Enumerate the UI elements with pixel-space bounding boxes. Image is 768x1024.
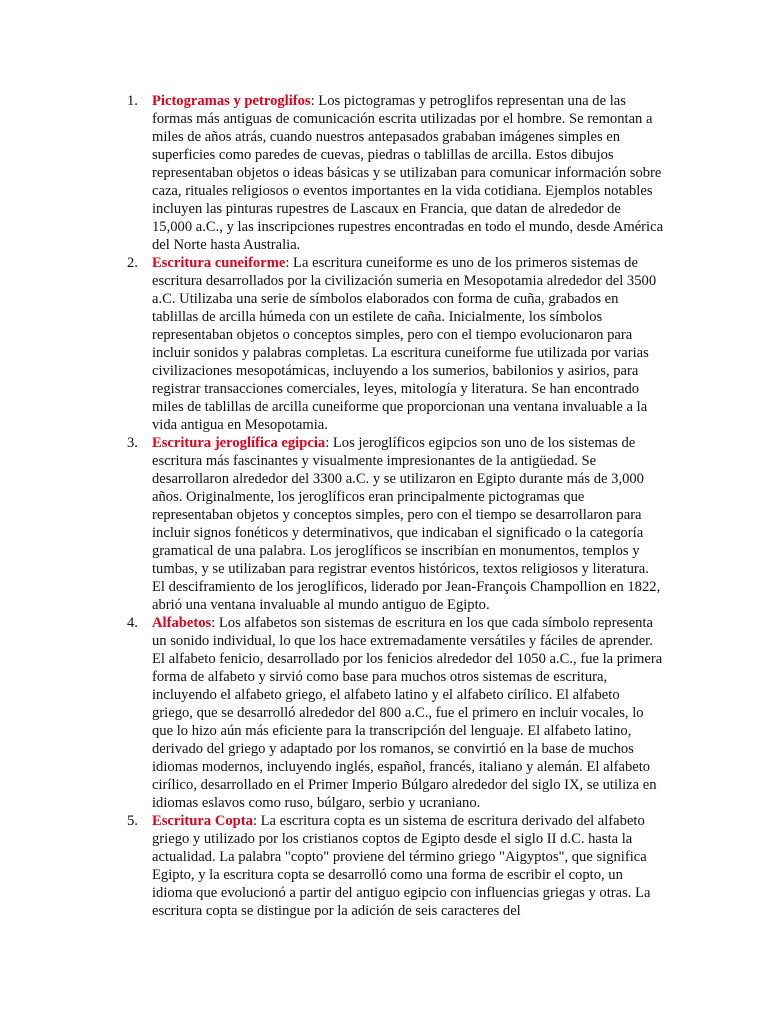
list-item-text: : La escritura copta es un sistema de escritura derivado del alfabeto griego y utilizado por los cristianos coptos de Egipto desde el siglo II d.C. hasta la actualidad. La palabra "copto" proviene del término griego "Aigyptos", que significa Egipto, y la escritura copta se desarrolló como una forma de escribir el copto, un idioma que evolucionó a partir del antiguo egipcio con influencias griegas y otras. La escritura copta se distingue por la adición de seis caracteres del — [152, 813, 651, 919]
list-item-number: 1. — [127, 93, 138, 109]
list-item-term: Pictogramas y petroglifos — [152, 93, 311, 109]
list-item-text: : Los jeroglíficos egipcios son uno de los sistemas de escritura más fascinantes y visualmente impresionantes de la antigüedad. Se desarrollaron alrededor del 3300 a.C. y se utilizaron en Egipto durante más de 3,000 años. Originalmente, los jeroglíficos eran principalmente pictogramas que representaban objetos y conceptos simples, pero con el tiempo se desarrollaron para incluir signos fonéticos y determinativos, que indicaban el significado o la categoría gramatical de una palabra. Los jeroglíficos se inscribían en monumentos, templos y tumbas, y se utilizaban para registrar eventos históricos, textos religiosos y literatura. El desciframiento de los jeroglíficos, liderado por Jean-François Champollion en 1822, abrió una ventana invaluable al mundo antiguo de Egipto. — [152, 435, 661, 613]
list-item-term: Escritura Copta — [152, 813, 253, 829]
list-item-text: : Los alfabetos son sistemas de escritura en los que cada símbolo representa un sonido individual, lo que los hace extremadamente versátiles y fáciles de aprender. El alfabeto fenicio, desarrollado por los fenicios alrededor del 1050 a.C., fue la primera forma de alfabeto y sirvió como base para muchos otros sistemas de escritura, incluyendo el alfabeto griego, el alfabeto latino y el alfabeto cirílico. El alfabeto griego, que se desarrolló alrededor del 800 a.C., fue el primero en incluir vocales, lo que lo hizo aún más eficiente para la transcripción del lenguaje. El alfabeto latino, derivado del griego y adaptado por los romanos, se convirtió en la base de muchos idiomas modernos, incluyendo inglés, español, francés, italiano y alemán. El alfabeto cirílico, desarrollado en el Primer Imperio Búlgaro alrededor del siglo IX, se utiliza en idiomas eslavos como ruso, búlgaro, serbio y ucraniano. — [152, 615, 663, 811]
list-item-term: Alfabetos — [152, 615, 212, 631]
numbered-list — [116, 92, 664, 920]
list-item — [116, 812, 664, 920]
list-item — [116, 92, 664, 254]
list-item — [116, 434, 664, 614]
list-item-text: : Los pictogramas y petroglifos representan una de las formas más antiguas de comunicación escrita utilizadas por el hombre. Se remontan a miles de años atrás, cuando nuestros antepasados grababan imágenes simples en superficies como paredes de cuevas, piedras o tablillas de arcilla. Estos dibujos representaban objetos o ideas básicas y se utilizaban para comunicar información sobre caza, rituales religiosos o eventos importantes en la vida cotidiana. Ejemplos notables incluyen las pinturas rupestres de Lascaux en Francia, que datan de alrededor de 15,000 a.C., y las inscripciones rupestres encontradas en todo el mundo, desde América del Norte hasta Australia. — [152, 93, 664, 253]
list-item — [116, 254, 664, 434]
list-item — [116, 614, 664, 812]
list-item-number: 5. — [127, 813, 138, 829]
list-item-number: 3. — [127, 435, 138, 451]
list-item-number: 2. — [127, 255, 138, 271]
list-item-text: : La escritura cuneiforme es uno de los primeros sistemas de escritura desarrollados por la civilización sumeria en Mesopotamia alrededor del 3500 a.C. Utilizaba una serie de símbolos elaborados con forma de cuña, grabados en tablillas de arcilla húmeda con un estilete de caña. Inicialmente, los símbolos representaban objetos o conceptos simples, pero con el tiempo evolucionaron para incluir sonidos y palabras completas. La escritura cuneiforme fue utilizada por varias civilizaciones mesopotámicas, incluyendo a los sumerios, babilonios y asirios, para registrar transacciones comerciales, leyes, mitología y literatura. Se han encontrado miles de tablillas de arcilla cuneiforme que proporcionan una ventana invaluable a la vida antigua en Mesopotamia. — [152, 255, 657, 433]
list-item-term: Escritura cuneiforme — [152, 255, 286, 271]
list-item-number: 4. — [127, 615, 138, 631]
list-item-term: Escritura jeroglífica egipcia — [152, 435, 326, 451]
